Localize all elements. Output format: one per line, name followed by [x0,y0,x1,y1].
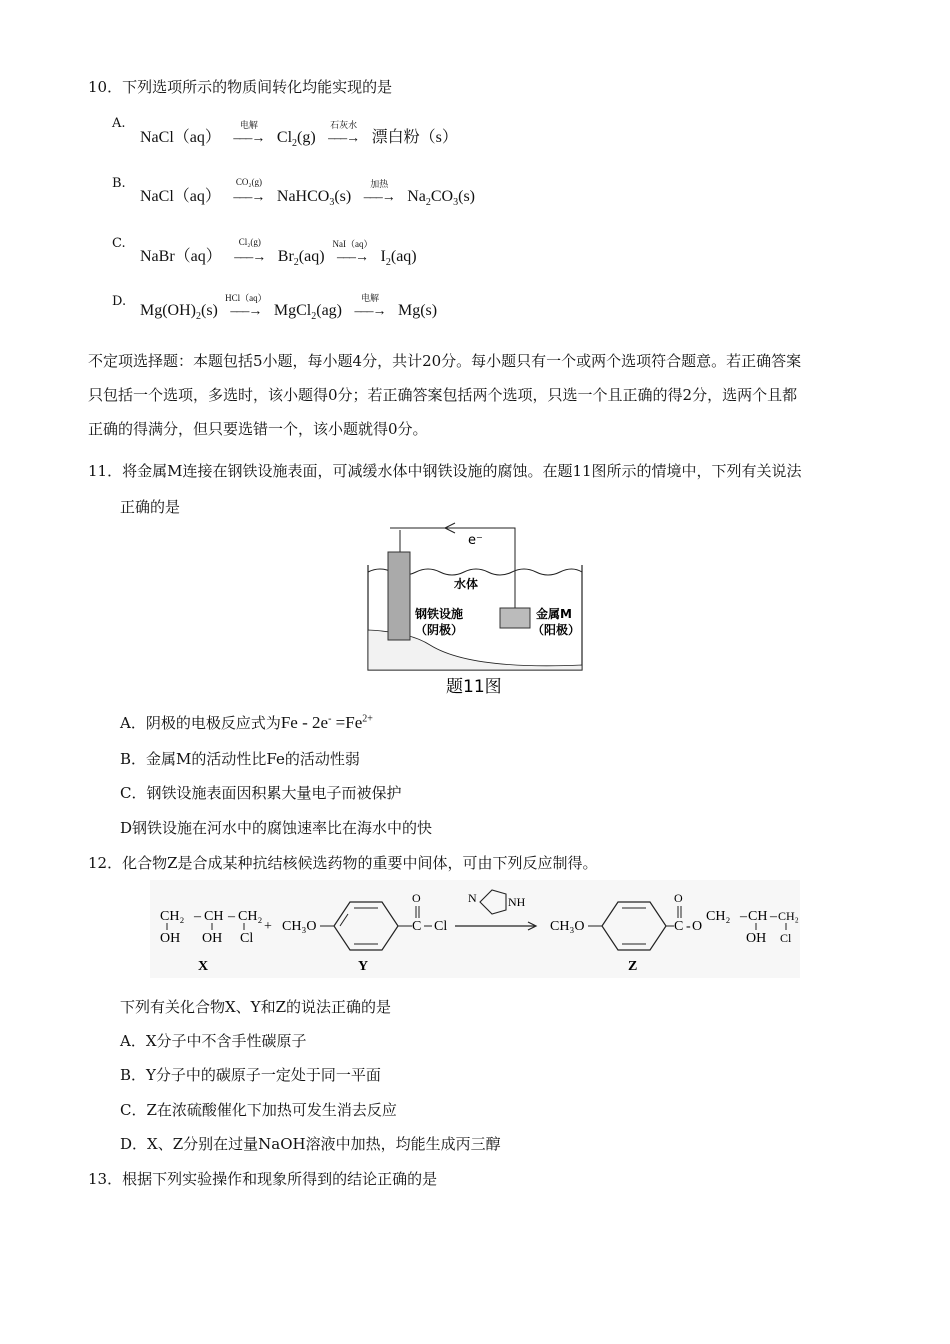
q12-option-d: D．X、Z分别在过量NaOH溶液中加热，均能生成丙三醇 [120,1135,501,1153]
atom-label: Cl [434,919,448,934]
atom-label: OH [746,931,767,946]
arrow-condition: 电解 [239,120,258,130]
compound-label: Z [628,959,638,974]
reaction-arrow: NaI（aq） –––→ [329,248,377,266]
atom-label: O [412,891,421,905]
arrow-condition: HCl（aq） [225,293,267,303]
q10-c-equation [140,237,417,269]
q12-option-b: B．Y分子中的碳原子一定处于同一平面 [120,1066,381,1084]
q12-option-a: A．X分子中不含手性碳原子 [120,1032,307,1050]
atom-label: CH₂ [706,909,731,924]
q11-figure [360,520,590,698]
product-part: CO [430,188,454,205]
q12-stem: 12．化合物Z是合成某种抗结核候选药物的重要中间体，可由下列反应制得。 [88,854,598,872]
subscript: 3 [329,197,335,209]
plus-sign: + [264,919,272,934]
state: (g) [297,129,316,146]
subscript: 2 [385,257,391,269]
arrow-condition: 电解 [360,293,379,303]
option-letter: B. [112,176,126,191]
arrow-condition: NaI（aq） [332,239,373,249]
q11-option-c: C．钢铁设施表面因积累大量电子而被保护 [120,784,402,802]
state: (s) [458,188,475,205]
subscript: 2 [292,138,298,150]
state: (aq) [390,248,417,265]
state: (s) [334,188,352,205]
q10-stem: 10．下列选项所示的物质间转化均能实现的是 [88,78,393,96]
arrow-condition: 石灰水 [330,120,358,130]
subscript: 2 [293,257,299,269]
superscript: 2+ [362,713,373,725]
product: 漂白粉（s） [371,129,458,146]
q12-sub: 下列有关化合物X、Y和Z的说法正确的是 [120,998,392,1016]
svg-text:–: – [770,909,777,924]
metal-m-electrode [500,608,530,628]
q11-stem: 11．将金属M连接在钢铁设施表面，可减缓水体中钢铁设施的腐蚀。在题11图所示的情境中，下列有关说法 [88,462,802,480]
atom-label: CH [748,909,768,924]
instructions-line: 正确的得满分，但只要选错一个，该小题就得0分。 [88,420,428,438]
q12-option-c: C．Z在浓硫酸催化下加热可发生消去反应 [120,1101,397,1119]
atom-label: OH [160,931,181,946]
option-text: A．阴极的电极反应式为 [120,714,281,732]
arrow-condition: 加热 [370,179,389,189]
reaction-arrow: 加热 –––→ [355,188,403,206]
q10-b-equation [140,177,475,209]
electrode-equation [281,713,373,732]
reaction-arrow: HCl（aq） –––→ [222,302,270,320]
q11-option-a [120,712,373,733]
intermediate: Br [277,248,294,265]
water-label: 水体 [454,577,479,591]
intermediate: NaHCO [276,188,330,205]
instructions-line: 不定项选择题：本题包括5小题，每小题4分，共计20分。每小题只有一个或两个选项符合题意。若正确答案 [88,352,802,370]
q12-reaction-scheme [150,880,800,978]
intermediate: MgCl [273,302,312,319]
steel-role-label: （阴极） [415,623,464,637]
reactant: NaCl（aq） [140,188,221,205]
reaction-arrow: CO₂(g) –––→ [225,188,273,206]
atom-label: CH₂ [160,909,185,924]
electron-label: e⁻ [468,533,483,548]
state: (aq) [298,248,325,265]
atom-label: N [468,891,477,905]
atom-label: C [674,919,684,934]
reaction-arrow: 电解 –––→ [225,129,273,147]
compound-label: Y [358,959,369,974]
figure-caption: 题11图 [446,677,502,697]
superscript: - [328,713,332,725]
product: Mg(s) [398,302,438,319]
atom-label: O [692,919,703,934]
atom-label: NH [508,895,526,909]
product: I [380,248,386,265]
option-letter: C. [112,236,126,251]
state: (s) [201,302,218,319]
q10-a-equation [140,120,458,150]
metal-role-label: （阳极） [532,623,581,637]
reactant: NaCl（aq） [140,129,221,146]
option-letter: D. [112,294,127,309]
atom-label: OH [202,931,223,946]
atom-label: CH₂ [778,909,799,923]
equation-part: =Fe [331,713,363,732]
subscript: 2 [196,311,201,323]
subscript: 3 [453,197,459,209]
product: Na [407,188,426,205]
atom-label: CH₂ [238,909,263,924]
steel-electrode [388,552,410,640]
equation-part: Fe - 2e [280,713,329,732]
atom-label: Cl [240,931,254,946]
reaction-arrow: Cl₂(g) –––→ [226,248,274,266]
q13-stem: 13．根据下列实验操作和现象所得到的结论正确的是 [88,1170,438,1188]
svg-text:–: – [228,909,235,924]
atom-label: CH₃O [550,919,585,934]
atom-label: O [674,891,683,905]
atom-label: C [412,919,422,934]
atom-label: CH [204,909,224,924]
svg-text:-: - [686,919,691,934]
intermediate: Cl [276,129,293,146]
reactant: Mg(OH) [140,302,196,319]
compound-label: X [198,959,209,974]
subscript: 2 [311,311,317,323]
q11-option-d: D钢铁设施在河水中的腐蚀速率比在海水中的快 [120,819,433,837]
subscript: 2 [425,197,431,209]
steel-label: 钢铁设施 [415,607,464,621]
q11-stem-cont: 正确的是 [120,498,181,516]
atom-label: CH₃O [282,919,317,934]
arrow-condition: CO₂(g) [235,177,262,187]
instructions-line: 只包括一个选项，多选时，该小题得0分；若正确答案包括两个选项，只选一个且正确的得2分，选两个且都 [88,386,798,404]
metal-label: 金属M [536,607,572,621]
svg-text:–: – [740,909,747,924]
state: (ag) [316,302,342,319]
section-instructions [88,344,868,446]
svg-text:–: – [194,909,201,924]
reaction-arrow: 电解 –––→ [346,302,394,320]
q10-d-equation [140,293,438,323]
reactant: NaBr（aq） [140,248,222,265]
option-letter: A. [112,116,126,131]
q11-option-b: B．金属M的活动性比Fe的活动性弱 [120,750,360,768]
reaction-arrow: 石灰水 –––→ [320,129,368,147]
arrow-condition: Cl₂(g) [238,237,261,247]
atom-label: Cl [780,931,792,945]
